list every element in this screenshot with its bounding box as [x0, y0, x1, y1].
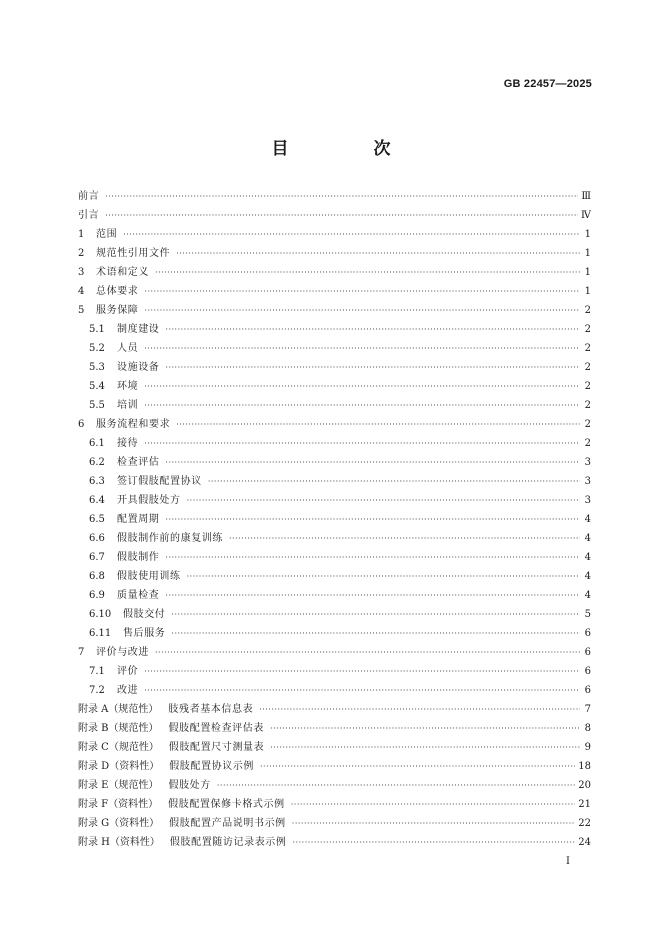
toc-leader-dots — [105, 206, 578, 225]
toc-entry[interactable] — [78, 510, 591, 529]
toc-entry-number: 5 — [78, 305, 85, 316]
toc-entry-label: 售后服务 — [123, 628, 166, 639]
toc-entry-page: 4 — [584, 533, 591, 544]
toc-entry-page: 21 — [578, 799, 591, 810]
toc-entry-number: 6.4 — [89, 495, 105, 506]
toc-entry[interactable] — [78, 548, 591, 567]
toc-entry-label: 假肢配置产品说明书示例 — [169, 818, 286, 829]
toc-leader-dots — [144, 434, 580, 453]
toc-entry-label: 人员 — [117, 343, 139, 354]
toc-entry[interactable] — [78, 529, 591, 548]
toc-entry-label: 引言 — [78, 210, 100, 221]
toc-entry[interactable] — [78, 301, 591, 320]
toc-entry[interactable] — [78, 491, 591, 510]
toc-entry-page: 2 — [584, 381, 591, 392]
toc-entry-page: 6 — [584, 647, 591, 658]
toc-entry-label: 假肢交付 — [123, 609, 166, 620]
toc-entry[interactable] — [78, 434, 591, 453]
toc-entry-label: 假肢处方 — [168, 780, 211, 791]
toc-entry-page: 4 — [584, 514, 591, 525]
toc-entry[interactable] — [78, 586, 591, 605]
toc-entry-page: 2 — [584, 419, 591, 430]
toc-entry-number: 6.9 — [89, 590, 105, 601]
toc-entry-number: 7.1 — [89, 666, 105, 677]
toc-entry-number: 5.4 — [89, 381, 105, 392]
toc-entry[interactable] — [78, 415, 591, 434]
toc-entry-label: 开具假肢处方 — [117, 495, 181, 506]
toc-entry-label: 假肢制作前的康复训练 — [117, 533, 223, 544]
toc-entry-number: 附录 A（规范性） — [78, 704, 159, 715]
toc-leader-dots — [217, 776, 575, 795]
toc-entry-number: 附录 H（资料性） — [78, 837, 160, 848]
toc-entry-label: 范围 — [96, 229, 118, 240]
toc-entry-number: 6.8 — [89, 571, 105, 582]
toc-entry-label: 培训 — [117, 400, 139, 411]
toc-entry[interactable] — [78, 187, 591, 206]
toc-leader-dots — [144, 339, 580, 358]
toc-entry-number: 附录 D（资料性） — [78, 761, 160, 772]
toc-entry[interactable] — [78, 282, 591, 301]
toc-entry-number: 6.11 — [89, 628, 112, 639]
toc-entry-label: 假肢制作 — [117, 552, 160, 563]
toc-entry-number: 2 — [78, 248, 85, 259]
toc-entry-label: 接待 — [117, 438, 139, 449]
toc-entry-number: 1 — [78, 229, 85, 240]
toc-leader-dots — [165, 453, 580, 472]
toc-entry[interactable] — [78, 377, 591, 396]
toc-leader-dots — [144, 681, 580, 700]
toc-entry-page: 2 — [584, 324, 591, 335]
toc-entry-label: 检查评估 — [117, 457, 160, 468]
toc-entry-page: 4 — [584, 552, 591, 563]
toc-leader-dots — [187, 567, 580, 586]
toc-entry-label: 规范性引用文件 — [96, 248, 171, 259]
toc-entry-label: 服务保障 — [96, 305, 139, 316]
toc-entry-number: 6.5 — [89, 514, 105, 525]
toc-entry[interactable] — [78, 472, 591, 491]
toc-entry-label: 评价 — [117, 666, 139, 677]
toc-entry[interactable] — [78, 605, 591, 624]
toc-entry-number: 6.1 — [89, 438, 105, 449]
toc-entry-label: 服务流程和要求 — [96, 419, 171, 430]
toc-entry-page: 1 — [584, 267, 591, 278]
toc-leader-dots — [270, 719, 580, 738]
toc-entry-page: 2 — [584, 400, 591, 411]
toc-entry-number: 附录 C（规范性） — [78, 742, 159, 753]
toc-leader-dots — [144, 377, 580, 396]
toc-entry-page: 1 — [584, 248, 591, 259]
toc-entry-page: 22 — [578, 818, 591, 829]
toc-leader-dots — [155, 643, 580, 662]
toc-entry-page: 3 — [584, 476, 591, 487]
toc-entry[interactable] — [78, 567, 591, 586]
toc-entry-label: 假肢配置检查评估表 — [168, 723, 264, 734]
toc-entry-number: 6.10 — [89, 609, 112, 620]
toc-entry-number: 7.2 — [89, 685, 105, 696]
toc-leader-dots — [176, 415, 580, 434]
toc-entry[interactable] — [78, 263, 591, 282]
toc-entry-label: 配置周期 — [117, 514, 160, 525]
toc-leader-dots — [293, 833, 576, 852]
toc-leader-dots — [165, 358, 580, 377]
toc-entry[interactable] — [78, 225, 591, 244]
toc-entry[interactable] — [78, 624, 591, 643]
toc-entry-label: 评价与改进 — [96, 647, 149, 658]
toc-entry[interactable] — [78, 833, 591, 852]
toc-entry-page: 4 — [584, 571, 591, 582]
toc-entry-page: 2 — [584, 362, 591, 373]
toc-entry-page: 7 — [584, 704, 591, 715]
toc-entry[interactable] — [78, 662, 591, 681]
toc-entry-number: 6.6 — [89, 533, 105, 544]
toc-entry-number: 5.2 — [89, 343, 105, 354]
toc-entry-number: 3 — [78, 267, 85, 278]
toc-entry-page: 3 — [584, 495, 591, 506]
toc-entry[interactable] — [78, 757, 591, 776]
toc-leader-dots — [270, 738, 580, 757]
toc-entry-number: 5.1 — [89, 324, 105, 335]
toc-entry[interactable] — [78, 795, 591, 814]
toc-entry-label: 术语和定义 — [96, 267, 149, 278]
toc-entry-label: 假肢配置保修卡格式示例 — [168, 799, 285, 810]
toc-leader-dots — [171, 624, 580, 643]
toc-entry-label: 制度建设 — [117, 324, 160, 335]
toc-leader-dots — [144, 396, 580, 415]
toc-entry-page: 20 — [578, 780, 591, 791]
toc-entry-page: 9 — [584, 742, 591, 753]
toc-entry[interactable] — [78, 453, 591, 472]
toc-entry[interactable] — [78, 700, 591, 719]
toc-entry[interactable] — [78, 643, 591, 662]
table-of-contents — [78, 187, 591, 852]
toc-entry-label: 质量检查 — [117, 590, 160, 601]
toc-entry-number: 附录 F（资料性） — [78, 799, 159, 810]
toc-entry-number: 6.3 — [89, 476, 105, 487]
toc-entry-label: 改进 — [117, 685, 139, 696]
toc-entry-page: 6 — [584, 685, 591, 696]
toc-entry[interactable] — [78, 719, 591, 738]
toc-leader-dots — [291, 795, 576, 814]
toc-leader-dots — [144, 662, 580, 681]
toc-entry-page: 5 — [584, 609, 591, 620]
toc-leader-dots — [144, 282, 580, 301]
toc-entry-page: 6 — [584, 628, 591, 639]
toc-entry-label: 假肢配置协议示例 — [169, 761, 255, 772]
toc-entry-page: 24 — [578, 837, 591, 848]
toc-entry[interactable] — [78, 320, 591, 339]
toc-entry-page: 8 — [584, 723, 591, 734]
toc-entry-page: 4 — [584, 590, 591, 601]
toc-entry[interactable] — [78, 814, 591, 833]
toc-entry-page: 2 — [584, 438, 591, 449]
toc-entry-label: 总体要求 — [96, 286, 139, 297]
toc-entry[interactable] — [78, 244, 591, 263]
toc-leader-dots — [155, 263, 580, 282]
toc-leader-dots — [292, 814, 575, 833]
toc-leader-dots — [105, 187, 578, 206]
toc-entry-page: 1 — [584, 286, 591, 297]
toc-entry-page: 6 — [584, 666, 591, 677]
toc-leader-dots — [165, 510, 580, 529]
toc-leader-dots — [165, 320, 580, 339]
toc-entry-page: 3 — [584, 457, 591, 468]
toc-entry[interactable] — [78, 206, 591, 225]
toc-leader-dots — [144, 301, 580, 320]
toc-entry[interactable] — [78, 396, 591, 415]
toc-leader-dots — [187, 491, 580, 510]
toc-leader-dots — [123, 225, 580, 244]
toc-entry-number: 5.3 — [89, 362, 105, 373]
toc-leader-dots — [260, 757, 575, 776]
standard-number: GB 22457—2025 — [503, 78, 592, 90]
toc-entry-label: 假肢配置随访记录表示例 — [169, 837, 287, 848]
toc-entry-label: 肢残者基本信息表 — [168, 704, 254, 715]
toc-entry[interactable] — [78, 776, 591, 795]
toc-entry-number: 4 — [78, 286, 85, 297]
toc-entry[interactable] — [78, 681, 591, 700]
toc-entry-number: 5.5 — [89, 400, 105, 411]
toc-entry-page: 2 — [584, 343, 591, 354]
toc-entry[interactable] — [78, 339, 591, 358]
toc-entry-label: 假肢配置尺寸测量表 — [168, 742, 265, 753]
toc-entry-page: 2 — [584, 305, 591, 316]
toc-entry-page: 1 — [584, 229, 591, 240]
toc-entry[interactable] — [78, 358, 591, 377]
toc-entry-page: Ⅳ — [581, 210, 591, 221]
page-number: I — [566, 856, 570, 867]
toc-entry-page: Ⅲ — [581, 191, 591, 202]
toc-entry-label: 签订假肢配置协议 — [117, 476, 202, 487]
toc-leader-dots — [165, 548, 580, 567]
toc-entry-number: 附录 B（规范性） — [78, 723, 159, 734]
toc-leader-dots — [229, 529, 580, 548]
toc-entry-label: 环境 — [117, 381, 139, 392]
toc-leader-dots — [171, 605, 580, 624]
toc-leader-dots — [259, 700, 580, 719]
toc-leader-dots — [176, 244, 580, 263]
toc-entry-number: 7 — [78, 647, 85, 658]
toc-entry-label: 设施设备 — [117, 362, 160, 373]
toc-entry-number: 6.7 — [89, 552, 105, 563]
toc-entry-number: 附录 E（规范性） — [78, 780, 159, 791]
toc-entry-number: 6.2 — [89, 457, 105, 468]
page-title: 目 次 — [271, 139, 425, 159]
toc-leader-dots — [165, 586, 580, 605]
toc-entry-page: 18 — [578, 761, 591, 772]
toc-entry-number: 附录 G（资料性） — [78, 818, 160, 829]
toc-entry-label: 假肢使用训练 — [117, 571, 181, 582]
toc-entry[interactable] — [78, 738, 591, 757]
toc-entry-number: 6 — [78, 419, 85, 430]
toc-leader-dots — [208, 472, 580, 491]
toc-entry-label: 前言 — [78, 191, 100, 202]
